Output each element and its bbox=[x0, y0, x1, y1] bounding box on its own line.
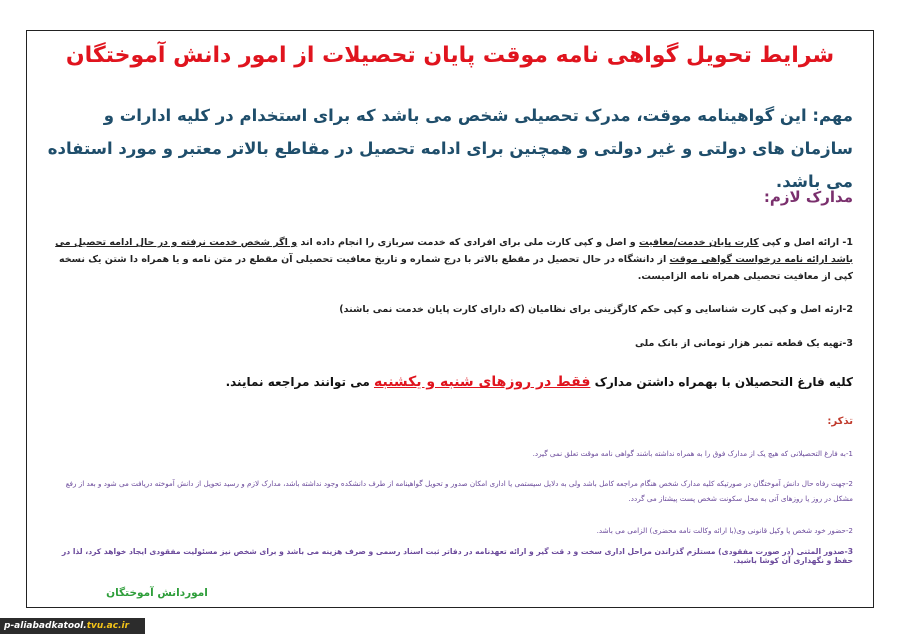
footer-url-bar bbox=[0, 618, 145, 634]
footer-url-domain: tvu.ac.ir bbox=[86, 621, 130, 631]
document-item-2: 2-ارئه اصل و کپی کارت شناسایی و کپی حکم کارگزینی برای نظامیان (که دارای کارت پایان خدمت نمی باشند) bbox=[339, 304, 853, 315]
note-item-2: 2-جهت رفاه حال دانش آموختگان در صورتیکه کلیه مدارک شخص هنگام مراجعه کامل باشد ولی به دلایل سیستمی یا اداری امکان صدور و تحویل گواهینامه از طرف دانشکده وجود نداشته باشد، مدارک لازم و رسید تحویل از دانش آموخته دریافت می شود و بعد از رفع مشکل در روز یا روزهای آتی به محل سکونت شخص پست پیشتاز می گردد. bbox=[65, 479, 853, 503]
note-item-3: 2-حضور خود شخص یا وکیل قانونی وی(با ارائه وکالت نامه محضری) الزامی می باشد. bbox=[596, 526, 853, 535]
item-1-underline-1: کارت پایان خدمت/معافیت bbox=[638, 237, 759, 248]
document-item-1 bbox=[47, 234, 853, 285]
item-1-text-end: از دانشگاه در حال تحصیل در مقطع بالاتر با درج شماره و تاریخ معافیت تحصیلی آن مقطع در متن نامه و یا همراه دا شتن یک نسخه کپی از معافیت تحصیلی همراه نامه الزامیست. bbox=[59, 254, 853, 282]
signature: اموردانش آموختگان bbox=[106, 587, 208, 599]
page-title: شرایط تحویل گواهی نامه موقت پایان تحصیلات از امور دانش آموختگان bbox=[65, 43, 835, 68]
important-paragraph: مهم: این گواهینامه موقت، مدرک تحصیلی شخص می باشد که برای استخدام در کلیه ادارات و سازمان های دولتی و غیر دولتی و همچنین برای ادامه تحصیل در مقاطع بالاتر معتبر و مورد استفاده می باشد. bbox=[47, 106, 853, 191]
note-text-start: کلیه فارغ التحصیلان با بهمراه داشتن مدارک bbox=[590, 375, 853, 389]
item-1-text-mid: و اصل و کپی کارت ملی برای افرادی که خدمت سربازی را انجام داده اند bbox=[297, 237, 639, 248]
note-item-4: 3-صدور المثنی (در صورت مفقودی) مستلزم گذراندن مراحل اداری سخت و د قت گیر و ارائه تعهدنامه در دفاتر ثبت اسناد رسمی و صرف هزینه می باشد و برای شخص نیز مسئولیت مفقودی ایجاد خواهد کرد، لذا در حفظ و نگهداری آن کوشا باشید. bbox=[61, 547, 853, 565]
note-text-end: می توانند مراجعه نمایند. bbox=[225, 375, 374, 389]
note-item-1: 1-به فارغ التحصیلانی که هیچ یک از مدارک فوق را به همراه نداشته باشند گواهی نامه موقت تعلق نمی گیرد. bbox=[532, 449, 853, 458]
visit-days-note bbox=[47, 374, 853, 390]
document-item-3: 3-تهیه یک قطعه تمبر هزار تومانی از بانک ملی bbox=[634, 338, 853, 349]
item-1-text-start: 1- ارائه اصل و کپی bbox=[758, 237, 853, 248]
notes-heading: تذکر: bbox=[827, 416, 853, 427]
footer-url-start: p-aliabadkatool. bbox=[4, 621, 87, 631]
document-frame bbox=[26, 30, 874, 608]
required-documents-heading: مدارک لازم: bbox=[763, 188, 853, 206]
note-highlight: فقط در روزهای شنبه و یکشنبه bbox=[373, 374, 591, 390]
item-1-underline-2: و اگر شخص خدمت نرفته و در حال ادامه تحصیل می باشد ارائه نامه درخواست گواهی موقت bbox=[55, 237, 853, 265]
